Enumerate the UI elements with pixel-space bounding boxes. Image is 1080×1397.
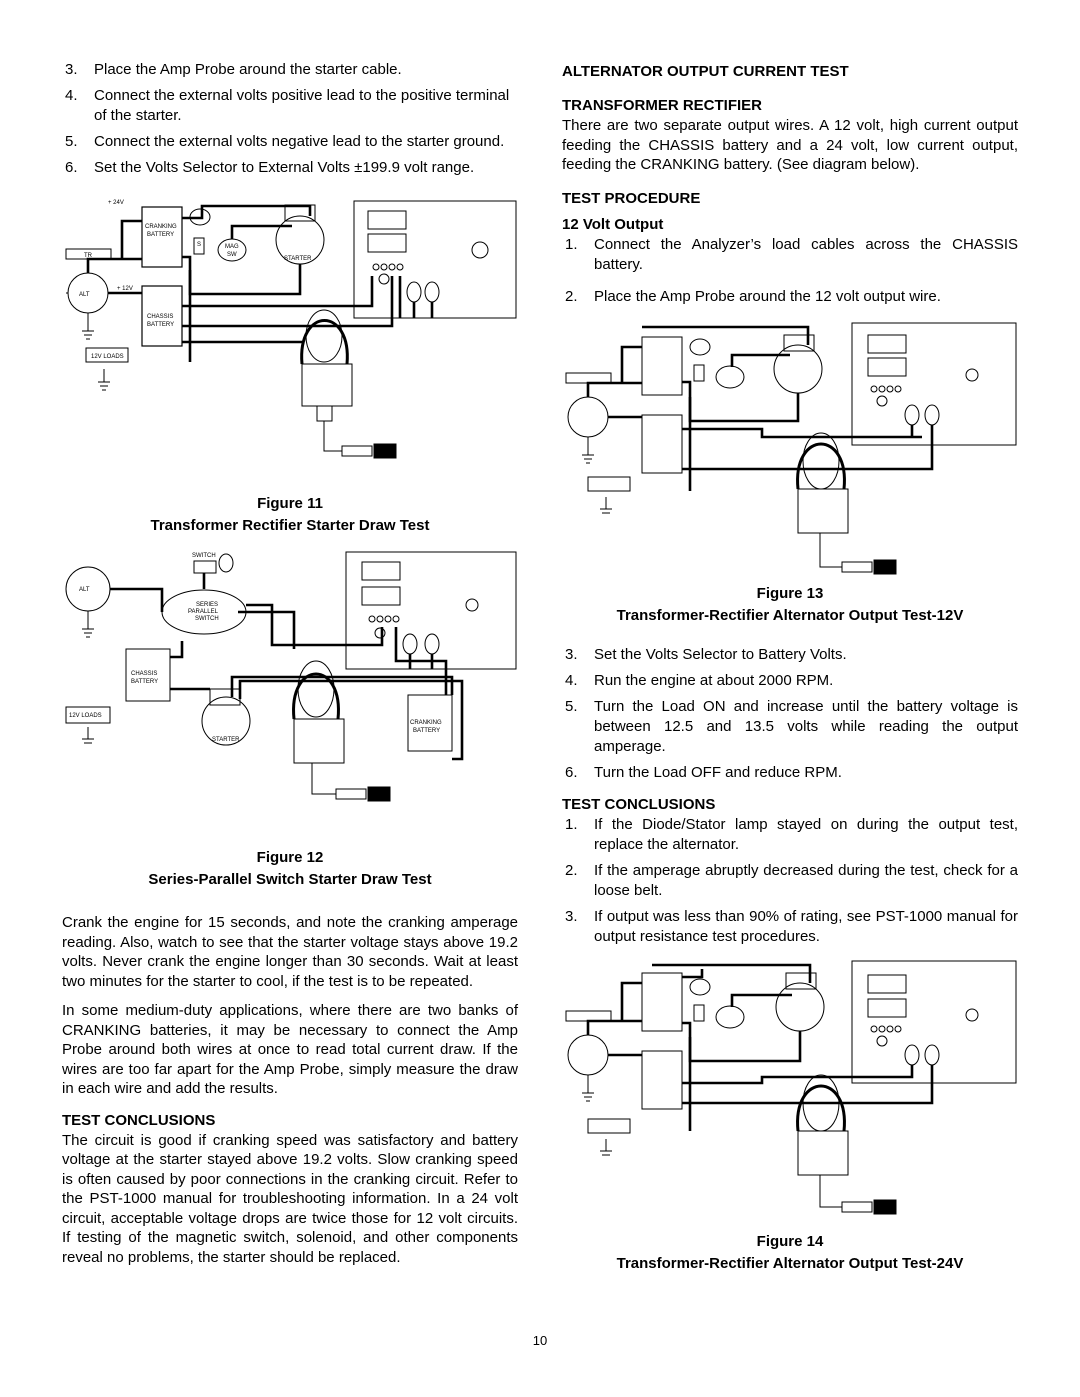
figure-13-caption: Figure 13 Transformer-Rectifier Alternator Output Test-12V bbox=[616, 584, 964, 624]
left-column bbox=[62, 60, 518, 1275]
svg-text:ALT: ALT bbox=[79, 292, 90, 298]
svg-text:SWITCH: SWITCH bbox=[192, 553, 216, 559]
svg-text:SW: SW bbox=[227, 252, 237, 258]
svg-text:CHASSIS: CHASSIS bbox=[147, 314, 174, 320]
list-item: 4. Connect the external volts positive lead to the positive terminal of the starter. bbox=[65, 87, 510, 124]
list-item: 6. Turn the Load OFF and reduce RPM. bbox=[565, 763, 842, 781]
right-steps-a bbox=[562, 235, 1018, 307]
section-heading: TRANSFORMER RECTIFIER bbox=[562, 97, 762, 114]
svg-text:BATTERY: BATTERY bbox=[147, 322, 175, 328]
svg-text:BATTERY: BATTERY bbox=[147, 232, 175, 238]
svg-text:+ 12V: + 12V bbox=[117, 286, 133, 292]
list-item: 1. Connect the Analyzer’s load cables across the CHASSIS battery. bbox=[565, 235, 1018, 273]
section-heading: TEST CONCLUSIONS bbox=[562, 795, 716, 813]
figure-14-caption: Figure 14 Transformer-Rectifier Alternator Output Test-24V bbox=[616, 1232, 964, 1272]
figure-11-caption: Figure 11 Transformer Rectifier Starter Draw Test bbox=[150, 495, 430, 534]
list-item: 4. Run the engine at about 2000 RPM. bbox=[565, 671, 834, 689]
svg-text:S: S bbox=[197, 242, 202, 248]
svg-text:CRANKING: CRANKING bbox=[410, 720, 442, 726]
svg-text:BATTERY: BATTERY bbox=[131, 679, 159, 685]
right-conclusions bbox=[562, 815, 1018, 947]
svg-text:ALT: ALT bbox=[79, 587, 90, 593]
svg-text:STARTER: STARTER bbox=[212, 737, 240, 743]
list-item: 5. Turn the Load ON and increase until the battery voltage is between 12.5 and 13.5 volts while reading the output amperage. bbox=[565, 697, 1018, 755]
figure-12-caption: Figure 12 Series-Parallel Switch Starter Draw Test bbox=[148, 849, 432, 888]
svg-text:PARALLEL: PARALLEL bbox=[188, 609, 218, 615]
svg-text:CRANKING: CRANKING bbox=[145, 224, 177, 230]
section-heading: TEST PROCEDURE bbox=[562, 189, 701, 207]
sub-heading: 12 Volt Output bbox=[562, 215, 664, 233]
svg-text:12V LOADS: 12V LOADS bbox=[69, 713, 102, 719]
figure-11-diagram bbox=[62, 196, 518, 491]
body-paragraph: Crank the engine for 15 seconds, and note the cranking amperage reading. Also, watch to see that the starter voltage stays above 19.2 volts. Never crank the engine longer than 30 seconds. Wait at least two minutes for the starter to cool, if the test is to be repeated. bbox=[62, 914, 518, 990]
page-number: 10 bbox=[532, 1333, 548, 1348]
figure-14-diagram bbox=[562, 953, 1018, 1223]
figure-12-diagram bbox=[62, 549, 518, 839]
list-item: 5. Connect the external volts negative lead to the starter ground. bbox=[65, 133, 505, 150]
section-heading: ALTERNATOR OUTPUT CURRENT TEST bbox=[562, 63, 849, 80]
list-item: 1. If the Diode/Stator lamp stayed on during the output test, replace the alternator. bbox=[565, 815, 1018, 853]
left-steps-top bbox=[62, 60, 518, 178]
figure-13-diagram bbox=[562, 317, 1018, 577]
svg-text:SWITCH: SWITCH bbox=[195, 616, 219, 622]
svg-text:BATTERY: BATTERY bbox=[413, 728, 441, 734]
svg-text:+ 24V: + 24V bbox=[108, 200, 124, 206]
list-item: 2. If the amperage abruptly decreased during the test, check for a loose belt. bbox=[565, 861, 1018, 899]
svg-text:TR: TR bbox=[84, 253, 92, 259]
list-item: 3. Place the Amp Probe around the starter cable. bbox=[65, 61, 402, 78]
list-item: 2. Place the Amp Probe around the 12 volt output wire. bbox=[565, 287, 941, 305]
right-column bbox=[562, 60, 1018, 1275]
body-paragraph: The circuit is good if cranking speed was satisfactory and battery voltage at the starter stayed above 19.2 volts. Slow cranking speed is often caused by poor connections in the cranking circuit. Refer to the PST-1000 manual for troubleshooting information. In a 24 volt circuit, acceptable voltage drops are twice those for 12 volt circuits. If testing of the magnetic switch, solenoid, and other components reveal no problems, the starter should be replaced. bbox=[62, 1131, 518, 1266]
list-item: 6. Set the Volts Selector to External Volts ±199.9 volt range. bbox=[65, 159, 475, 176]
svg-text:STARTER: STARTER bbox=[284, 256, 312, 262]
svg-text:MAG: MAG bbox=[225, 244, 239, 250]
svg-text:CHASSIS: CHASSIS bbox=[131, 671, 158, 677]
body-paragraph: There are two separate output wires. A 12 volt, high current output feeding the CHASSIS battery and a 24 volt, low current output, feeding the CRANKING battery. (See diagram below). bbox=[562, 117, 1018, 173]
svg-text:12V LOADS: 12V LOADS bbox=[91, 354, 124, 360]
svg-text:SERIES: SERIES bbox=[196, 602, 219, 608]
section-heading: TEST CONCLUSIONS bbox=[62, 1111, 216, 1129]
list-item: 3. If output was less than 90% of rating, see PST-1000 manual for output resistance test procedures. bbox=[565, 907, 1018, 945]
body-paragraph: In some medium-duty applications, where there are two banks of CRANKING batteries, it may be necessary to connect the Amp Probe around both wires at once to read total current draw. If the wires are too far apart for the Amp Probe, simply measure the draw in each wire and add the results. bbox=[62, 1002, 518, 1097]
list-item: 3. Set the Volts Selector to Battery Volts. bbox=[565, 645, 847, 663]
right-steps-b bbox=[562, 645, 1018, 783]
